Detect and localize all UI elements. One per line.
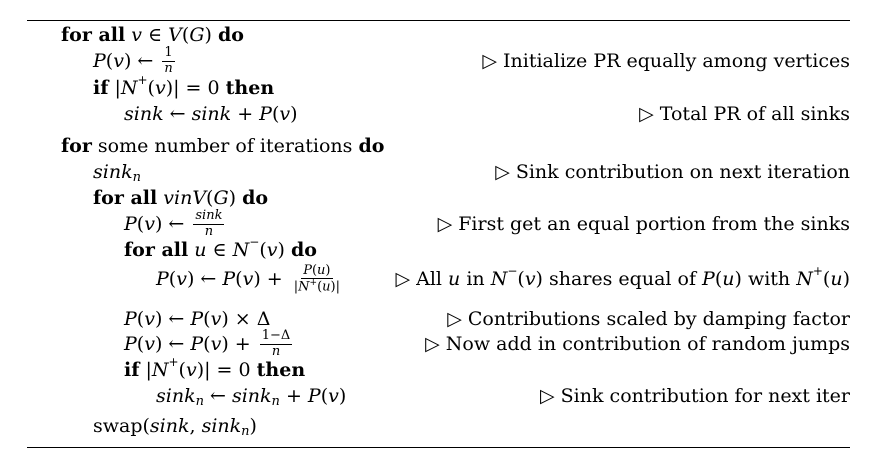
- algorithm-line-10: [27, 264, 850, 294]
- algorithm-line-1: [27, 22, 850, 48]
- algorithm-line-11-comment: ▷ Contributions scaled by damping factor: [447, 308, 850, 330]
- algorithm-line-2-comment: ▷ Initialize PR equally among vertices: [482, 50, 850, 72]
- algorithm-line-6-comment: ▷ Sink contribution on next iteration: [495, 161, 850, 183]
- algorithm-line-12-code: P ( v ) ← P ( v ) + $\frac{1-\Delta}{n}$: [124, 328, 291, 359]
- algorithm-line-14-code: sink n ← sink n + P ( v ): [156, 385, 347, 409]
- algorithm-line-11: [27, 306, 850, 332]
- algorithm-line-5-code: for some number of iterations do: [61, 135, 385, 157]
- algorithm-line-3: [27, 75, 850, 101]
- algorithm-line-14: [27, 383, 850, 409]
- top-rule: [27, 20, 850, 21]
- algorithm-line-10-code: P ( v ) ← P ( v ) + $\frac{P(u)}{|N^+(u)|}$: [156, 262, 340, 295]
- algorithm-line-2: [27, 45, 850, 76]
- algorithm-line-11-code: P ( v ) ← P ( v ) × Δ: [124, 308, 271, 330]
- algorithm-line-9-code: for all u ∈ N − ( v ) do: [124, 235, 317, 261]
- bottom-rule: [27, 447, 850, 448]
- algorithm-line-4-code: sink ← sink + P ( v ): [124, 103, 298, 125]
- algorithm-line-12-comment: ▷ Now add in contribution of random jumps: [425, 333, 850, 355]
- algorithm-line-4: [27, 101, 850, 127]
- algorithm-line-10-comment: ▷ All u in N − ( v ) shares equal of P ( u ) with N + ( u ): [395, 264, 850, 290]
- algorithm-line-5: [27, 133, 850, 159]
- algorithm-line-15-code: swap( sink , sink n ): [93, 415, 257, 439]
- algorithm-line-4-comment: ▷ Total PR of all sinks: [639, 103, 850, 125]
- algorithm-line-2-code: P ( v ) ← $\frac{1}{n}$: [93, 45, 173, 76]
- algorithm-line-8-comment: ▷ First get an equal portion from the sinks: [437, 213, 850, 235]
- algorithm-line-3-code: if | N + ( v )| = 0 then: [93, 73, 275, 99]
- algorithm-line-14-comment: ▷ Sink contribution for next iter: [540, 385, 850, 407]
- algorithm-line-12: [27, 328, 850, 359]
- algorithm-line-9: [27, 237, 850, 263]
- algorithm-line-8: [27, 208, 850, 239]
- algorithm-line-1-code: for all v ∈ V ( G ) do: [61, 24, 244, 46]
- algorithm-line-6: [27, 159, 850, 185]
- algorithm-line-15: [27, 413, 850, 439]
- algorithm-line-13-code: if | N + ( v )| = 0 then: [124, 355, 306, 381]
- algorithm-line-7-code: for all vinV ( G ) do: [93, 187, 269, 209]
- algorithm-line-6-code: sink n: [93, 161, 141, 185]
- algorithm-line-13: [27, 357, 850, 383]
- algorithm-line-7: [27, 185, 850, 211]
- algorithm-line-8-code: P ( v ) ← $\frac{\sin k}{n}$: [124, 208, 223, 239]
